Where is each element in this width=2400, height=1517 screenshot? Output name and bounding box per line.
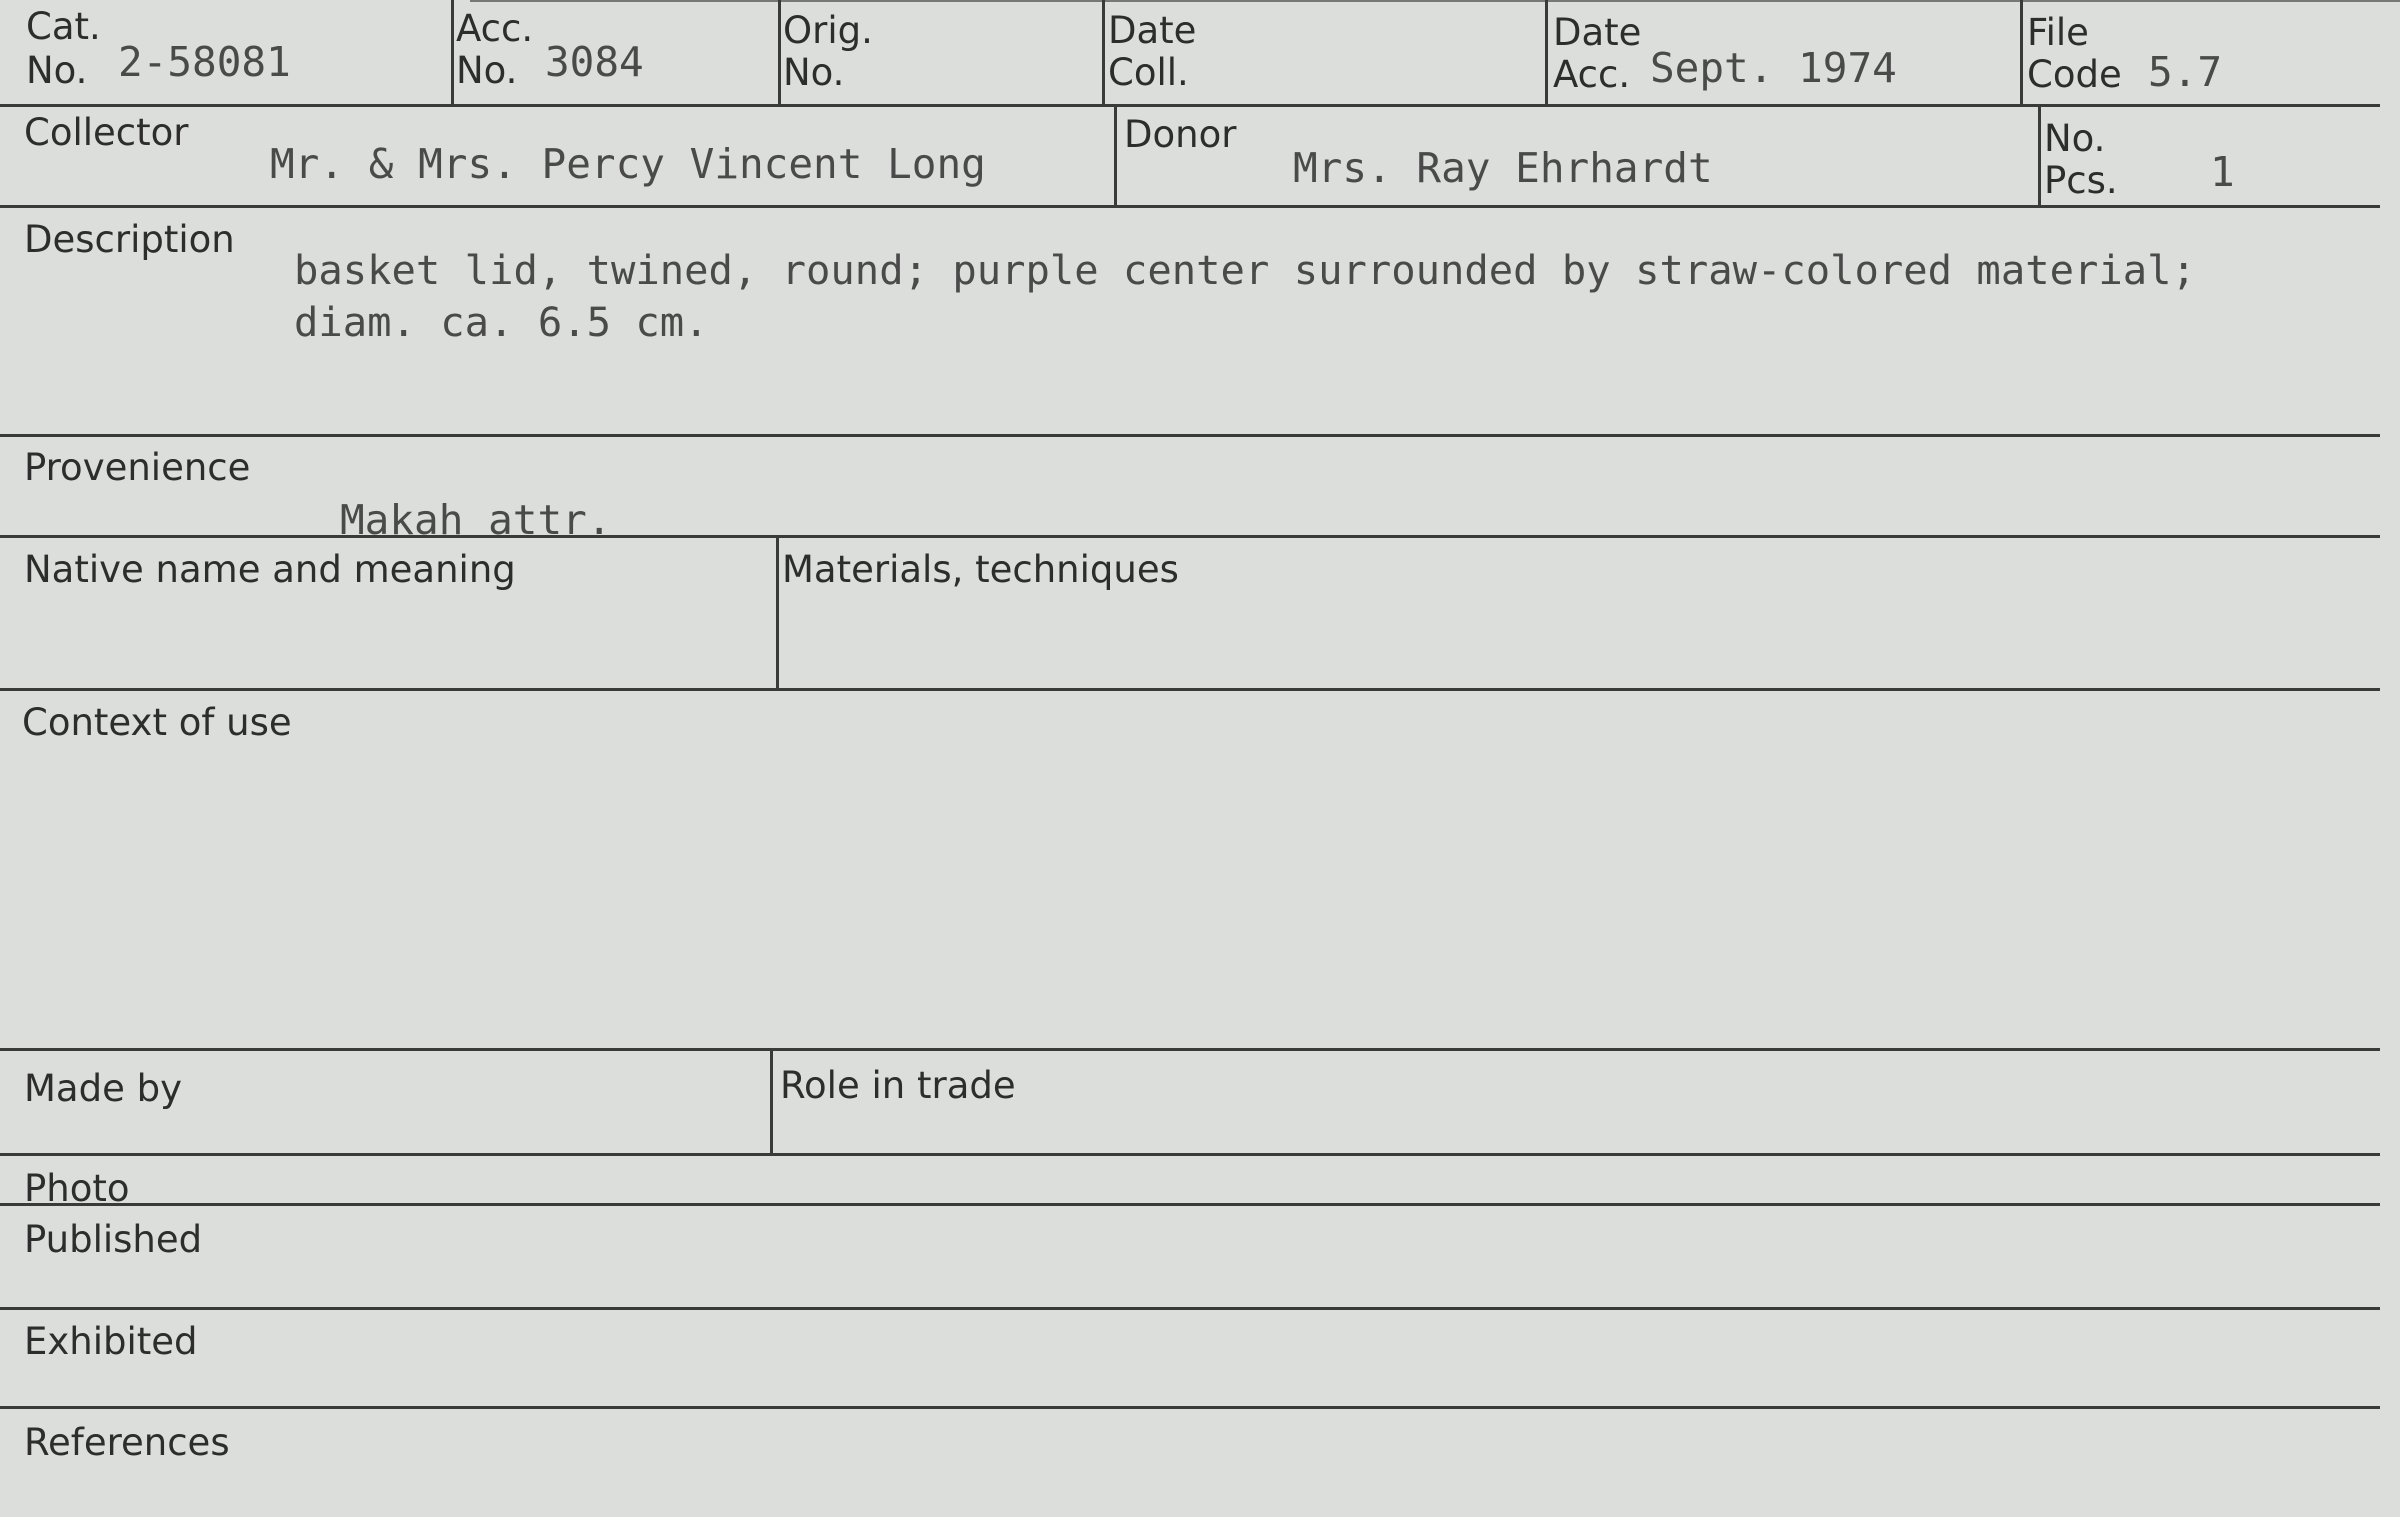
divider-madeby-role — [770, 1048, 773, 1153]
made-by-label: Made by — [24, 1067, 182, 1110]
photo-label: Photo — [24, 1167, 130, 1210]
orig-no-label-top: Orig. — [783, 9, 873, 52]
divider-cat-acc — [451, 0, 454, 104]
rule-photo — [0, 1203, 2380, 1206]
no-pcs-value: 1 — [2210, 148, 2235, 196]
date-coll-label-top: Date — [1108, 9, 1197, 52]
cat-no-label-top: Cat. — [26, 5, 101, 48]
rule-exhibited — [0, 1406, 2380, 1409]
rule-top — [470, 0, 2400, 2]
description-label: Description — [24, 218, 235, 261]
acc-no-label-bottom: No. — [456, 49, 518, 92]
divider-orig-datecoll — [1102, 0, 1105, 104]
rule-description — [0, 434, 2380, 437]
rule-context — [0, 1048, 2380, 1051]
divider-collector-donor — [1114, 104, 1117, 205]
orig-no-label-bottom: No. — [783, 51, 845, 94]
materials-label: Materials, techniques — [782, 548, 1179, 591]
published-label: Published — [24, 1218, 203, 1261]
file-code-label-bottom: Code — [2027, 53, 2122, 96]
description-line-1: basket lid, twined, round; purple center surrounded by straw-colored material; — [294, 246, 2196, 294]
rule-published — [0, 1307, 2380, 1310]
file-code-label-top: File — [2027, 11, 2089, 54]
donor-label: Donor — [1124, 113, 1237, 156]
no-pcs-label-top: No. — [2044, 117, 2106, 160]
file-code-value: 5.7 — [2148, 48, 2223, 96]
description-line-2: diam. ca. 6.5 cm. — [294, 298, 709, 346]
divider-datecoll-dateacc — [1545, 0, 1548, 104]
date-acc-value: Sept. 1974 — [1650, 44, 1897, 92]
acc-no-label-top: Acc. — [456, 7, 534, 50]
references-label: References — [24, 1421, 230, 1464]
divider-dateacc-filecode — [2020, 0, 2023, 104]
acc-no-value: 3084 — [545, 38, 644, 86]
rule-header — [0, 104, 2380, 107]
divider-acc-orig — [778, 0, 781, 104]
donor-value: Mrs. Ray Ehrhardt — [1293, 144, 1713, 192]
date-acc-label-top: Date — [1553, 11, 1642, 54]
date-coll-label-bottom: Coll. — [1108, 51, 1189, 94]
divider-donor-pcs — [2038, 104, 2041, 205]
rule-made-by — [0, 1153, 2380, 1156]
cat-no-value: 2-58081 — [118, 38, 291, 86]
context-label: Context of use — [22, 701, 292, 744]
collector-label: Collector — [24, 111, 189, 154]
exhibited-label: Exhibited — [24, 1320, 198, 1363]
cat-no-label-bottom: No. — [26, 49, 88, 92]
no-pcs-label-bottom: Pcs. — [2044, 159, 2118, 202]
date-acc-label-bottom: Acc. — [1553, 53, 1631, 96]
provenience-value: Makah attr. — [340, 496, 612, 544]
role-in-trade-label: Role in trade — [780, 1064, 1016, 1107]
rule-native-name — [0, 688, 2380, 691]
rule-collector — [0, 205, 2380, 208]
divider-native-materials — [776, 535, 779, 688]
native-name-label: Native name and meaning — [24, 548, 516, 591]
collector-value: Mr. & Mrs. Percy Vincent Long — [270, 140, 986, 188]
provenience-label: Provenience — [24, 446, 251, 489]
